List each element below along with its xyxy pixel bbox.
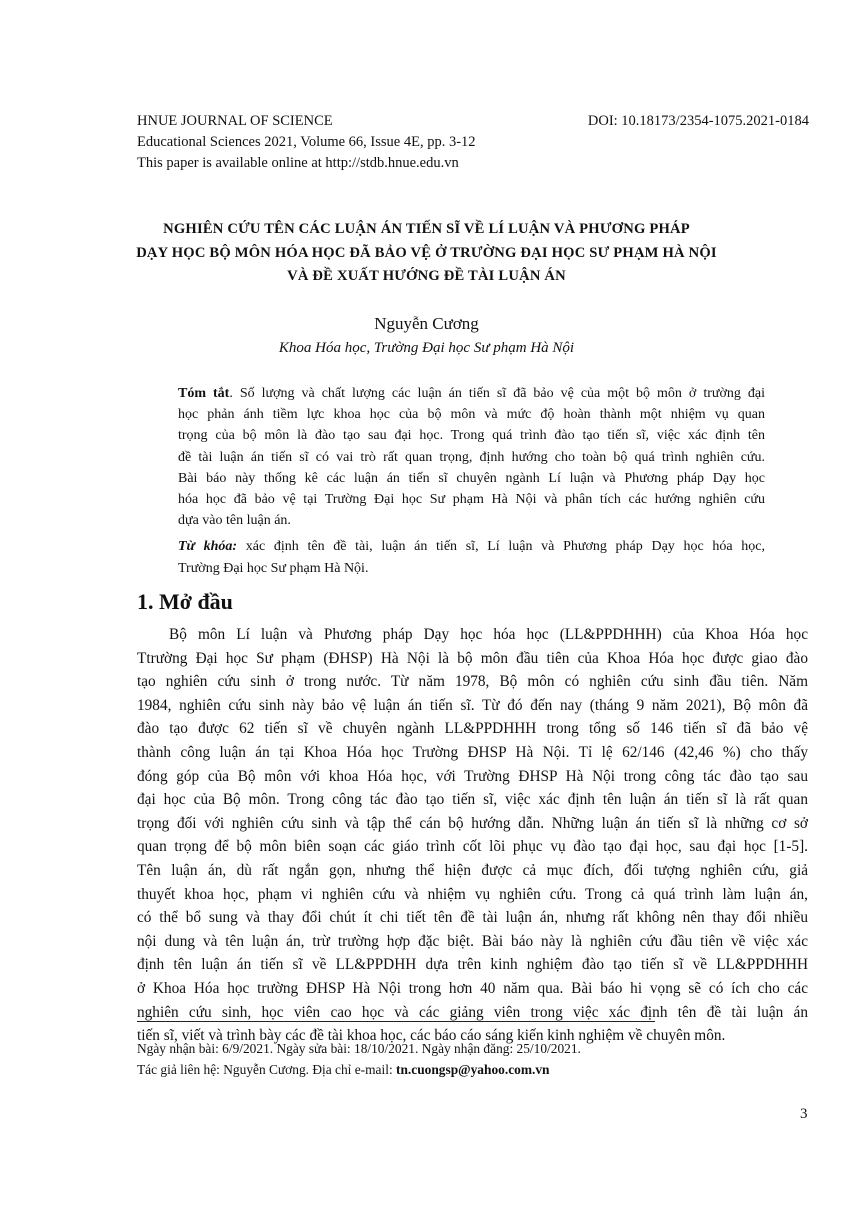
issue-info: Educational Sciences 2021, Volume 66, Issue 4E, pp. 3-12 bbox=[137, 134, 476, 150]
body-line: 1984, nghiên cứu sinh này bảo vệ luận án tiến sĩ. Từ đó đến nay (tháng 9 năm 2021), Bộ môn đã bbox=[137, 696, 808, 714]
abstract-line: . Số lượng và chất lượng các luận án tiến sĩ đã bảo vệ của một bộ môn ở trường đại bbox=[229, 386, 765, 401]
title-line: NGHIÊN CỨU TÊN CÁC LUẬN ÁN TIẾN SĨ VỀ LÍ LUẬN VÀ PHƯƠNG PHÁP bbox=[163, 221, 690, 237]
abstract-line: trọng của bộ môn là đào tạo sau đại học. Trong quá trình đào tạo tiến sĩ, việc xác định tên bbox=[178, 428, 765, 444]
body-line: tạo nghiên cứu sinh ở trong nước. Từ năm 1978, Bộ môn có nghiên cứu sinh đầu tiên. Năm bbox=[137, 673, 808, 691]
body-line: Ttrường Đại học Sư phạm (ĐHSP) Hà Nội là bộ môn đầu tiên của Khoa Hóa học được giao đào bbox=[137, 649, 808, 667]
footnote-dates: Ngày nhận bài: 6/9/2021. Ngày sửa bài: 18/10/2021. Ngày nhận đăng: 25/10/2021. bbox=[137, 1041, 581, 1056]
body-line: trọng đối với nghiên cứu sinh và tập thể cán bộ hướng dẫn. Những luận án tiến sĩ là những cơ sở bbox=[137, 814, 808, 832]
keywords: Trường Đại học Sư phạm Hà Nội. bbox=[178, 560, 369, 576]
body-line: nội dung và tên luận án, trừ trường hợp đặc biệt. Bài báo này là nghiên cứu đầu tiên về việc xác bbox=[137, 932, 808, 950]
abstract-label: Tóm tắt bbox=[178, 386, 230, 401]
abstract bbox=[178, 383, 765, 579]
keywords-label: Từ khóa: bbox=[178, 539, 238, 555]
section-body bbox=[137, 623, 808, 1048]
online-info: This paper is available online at http://stdb.hnue.edu.vn bbox=[137, 155, 459, 171]
author-email[interactable]: tn.cuongsp@yahoo.com.vn bbox=[396, 1062, 550, 1077]
body-line: Bộ môn Lí luận và Phương pháp Dạy học hóa học (LL&PPDHHH) của Khoa Hóa học bbox=[169, 626, 808, 643]
body-line: ở Khoa Hóa học trường ĐHSP Hà Nội trong hơn 40 năm qua. Bài báo hi vọng sẽ có ích cho các bbox=[137, 979, 808, 997]
title-line: VÀ ĐỀ XUẤT HƯỚNG ĐỀ TÀI LUẬN ÁN bbox=[287, 268, 566, 284]
body-line: đào tạo được 62 tiến sĩ về chuyên ngành LL&PPDHHH trong tổng số 146 tiến sĩ đã bảo vệ bbox=[137, 720, 808, 738]
title-line: DẠY HỌC BỘ MÔN HÓA HỌC ĐÃ BẢO VỆ Ở TRƯỜNG ĐẠI HỌC SƯ PHẠM HÀ NỘI bbox=[136, 244, 717, 261]
page-number: 3 bbox=[800, 1106, 808, 1122]
footnote-contact: Tác giả liên hệ: Nguyễn Cương. Địa chỉ e-mail: bbox=[137, 1062, 397, 1077]
section-heading: 1. Mở đầu bbox=[137, 589, 233, 614]
body-line: có thể bổ sung và thay đổi chút ít chi tiết tên đề tài luận án, nhưng rất không nên thay đổi nhiều bbox=[137, 909, 808, 927]
body-line: tiến sĩ, viết và trình bày các đề tài khoa học, các báo cáo sáng kiến kinh nghiệm về chuyên môn. bbox=[137, 1027, 726, 1045]
affiliation: Khoa Hóa học, Trường Đại học Sư phạm Hà Nội bbox=[278, 340, 575, 356]
body-line: thành công luận án tại Khoa Hóa học Trường ĐHSP Hà Nội. Tỉ lệ 62/146 (42,46 %) cho thấy bbox=[137, 743, 808, 761]
body-line: thuyết khoa học, phạm vi nghiên cứu và nhiệm vụ nghiên cứu. Trong cả quá trình làm luận án, bbox=[137, 885, 808, 903]
doi: DOI: 10.18173/2354-1075.2021-0184 bbox=[587, 113, 809, 129]
abstract-line: học phản ánh tiềm lực khoa học của bộ môn và mức độ hoàn thành một nhiệm vụ quan bbox=[178, 407, 765, 423]
footnote bbox=[137, 1038, 581, 1080]
abstract-line: hóa học đã bảo vệ tại Trường Đại học Sư phạm Hà Nội và phân tích các hướng nghiên cứu bbox=[178, 492, 765, 508]
abstract-line: đề tài luận án tiến sĩ có vai trò rất quan trọng, định hướng cho toàn bộ quá trình nghiên cứu. bbox=[178, 449, 765, 465]
body-line: đóng góp của Bộ môn với khoa Hóa học, với Trường ĐHSP Hà Nội trong công tác đào tạo sau bbox=[137, 767, 808, 785]
body-line: định tên luận án tiến sĩ về LL&PPDHH dựa trên kinh nghiệm đào tạo tiến sĩ về LL&PPDHHH bbox=[137, 956, 808, 974]
body-line: đại học của Bộ môn. Trong công tác đào tạo tiến sĩ, việc xác định tên luận án tiến sĩ là rất quan bbox=[137, 791, 808, 809]
paper-title bbox=[100, 218, 753, 289]
abstract-line: dựa vào tên luận án. bbox=[178, 513, 291, 529]
body-line: nghiên cứu sinh, học viên cao học và các giảng viên trong việc xác định tên đề tài luận án bbox=[137, 1003, 808, 1021]
journal-name: HNUE JOURNAL OF SCIENCE bbox=[137, 113, 333, 129]
body-line: Tên luận án, dù rất ngắn gọn, nhưng thể hiện được cả mục đích, đối tượng nghiên cứu, giả bbox=[137, 861, 808, 879]
keywords: xác định tên đề tài, luận án tiến sĩ, Lí luận và Phương pháp Dạy học hóa học, bbox=[237, 539, 765, 555]
abstract-line: Bài báo này thống kê các luận án tiến sĩ chuyên ngành Lí luận và Phương pháp Dạy học bbox=[178, 470, 765, 486]
body-line: quan trọng để bộ môn biên soạn các giáo trình cốt lõi phục vụ đào tạo đại học, sau đại học [1-5]. bbox=[137, 838, 808, 856]
author: Nguyễn Cương bbox=[374, 314, 479, 333]
footnote-divider bbox=[137, 1021, 655, 1022]
